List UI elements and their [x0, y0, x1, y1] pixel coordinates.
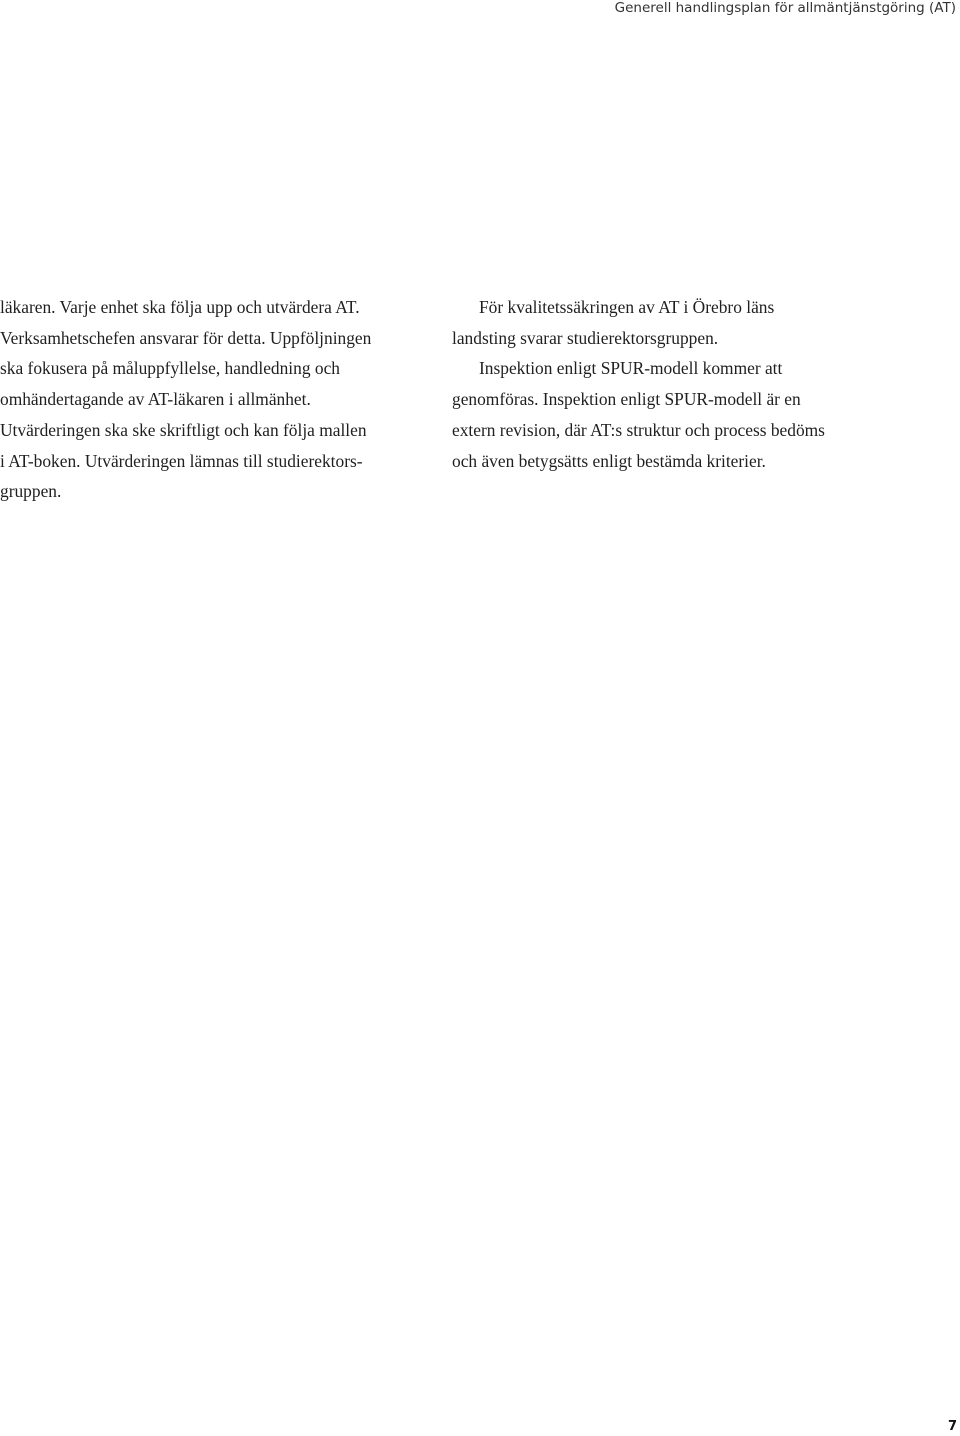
text-line: läkaren. Varje enhet ska följa upp och utvärdera AT. [0, 297, 360, 317]
quality-assurance-paragraph [452, 292, 892, 353]
text-line: extern revision, där AT:s struktur och process bedöms [452, 419, 825, 440]
running-header: Generell handlingsplan för allmäntjänstgöring (AT) [614, 0, 956, 16]
text-line: omhändertagande av AT-läkaren i allmänhet. [0, 389, 311, 410]
text-line: Verksamhetschefen ansvarar för detta. Uppföljningen [0, 327, 372, 348]
text-line: ska fokusera på måluppfyllelse, handledning och [0, 358, 340, 379]
text-line: gruppen. [0, 481, 62, 502]
inspection-paragraph [452, 353, 892, 476]
right-column [452, 292, 892, 476]
text-line: i AT-boken. Utvärderingen lämnas till studierektors- [0, 450, 363, 471]
page-number: 7 [947, 1419, 957, 1434]
text-line: genomföras. Inspektion enligt SPUR-modell är en [452, 389, 801, 410]
text-line: och även betygsätts enligt bestämda kriterier. [452, 450, 766, 471]
text-line: Inspektion enligt SPUR-modell kommer att [479, 358, 783, 379]
text-line: Utvärderingen ska ske skriftligt och kan följa mallen [0, 419, 367, 440]
text-line: landsting svarar studierektorsgruppen. [452, 327, 719, 348]
left-column [0, 292, 430, 507]
left-paragraph [0, 292, 430, 507]
text-line: För kvalitetssäkringen av AT i Örebro läns [479, 297, 775, 317]
